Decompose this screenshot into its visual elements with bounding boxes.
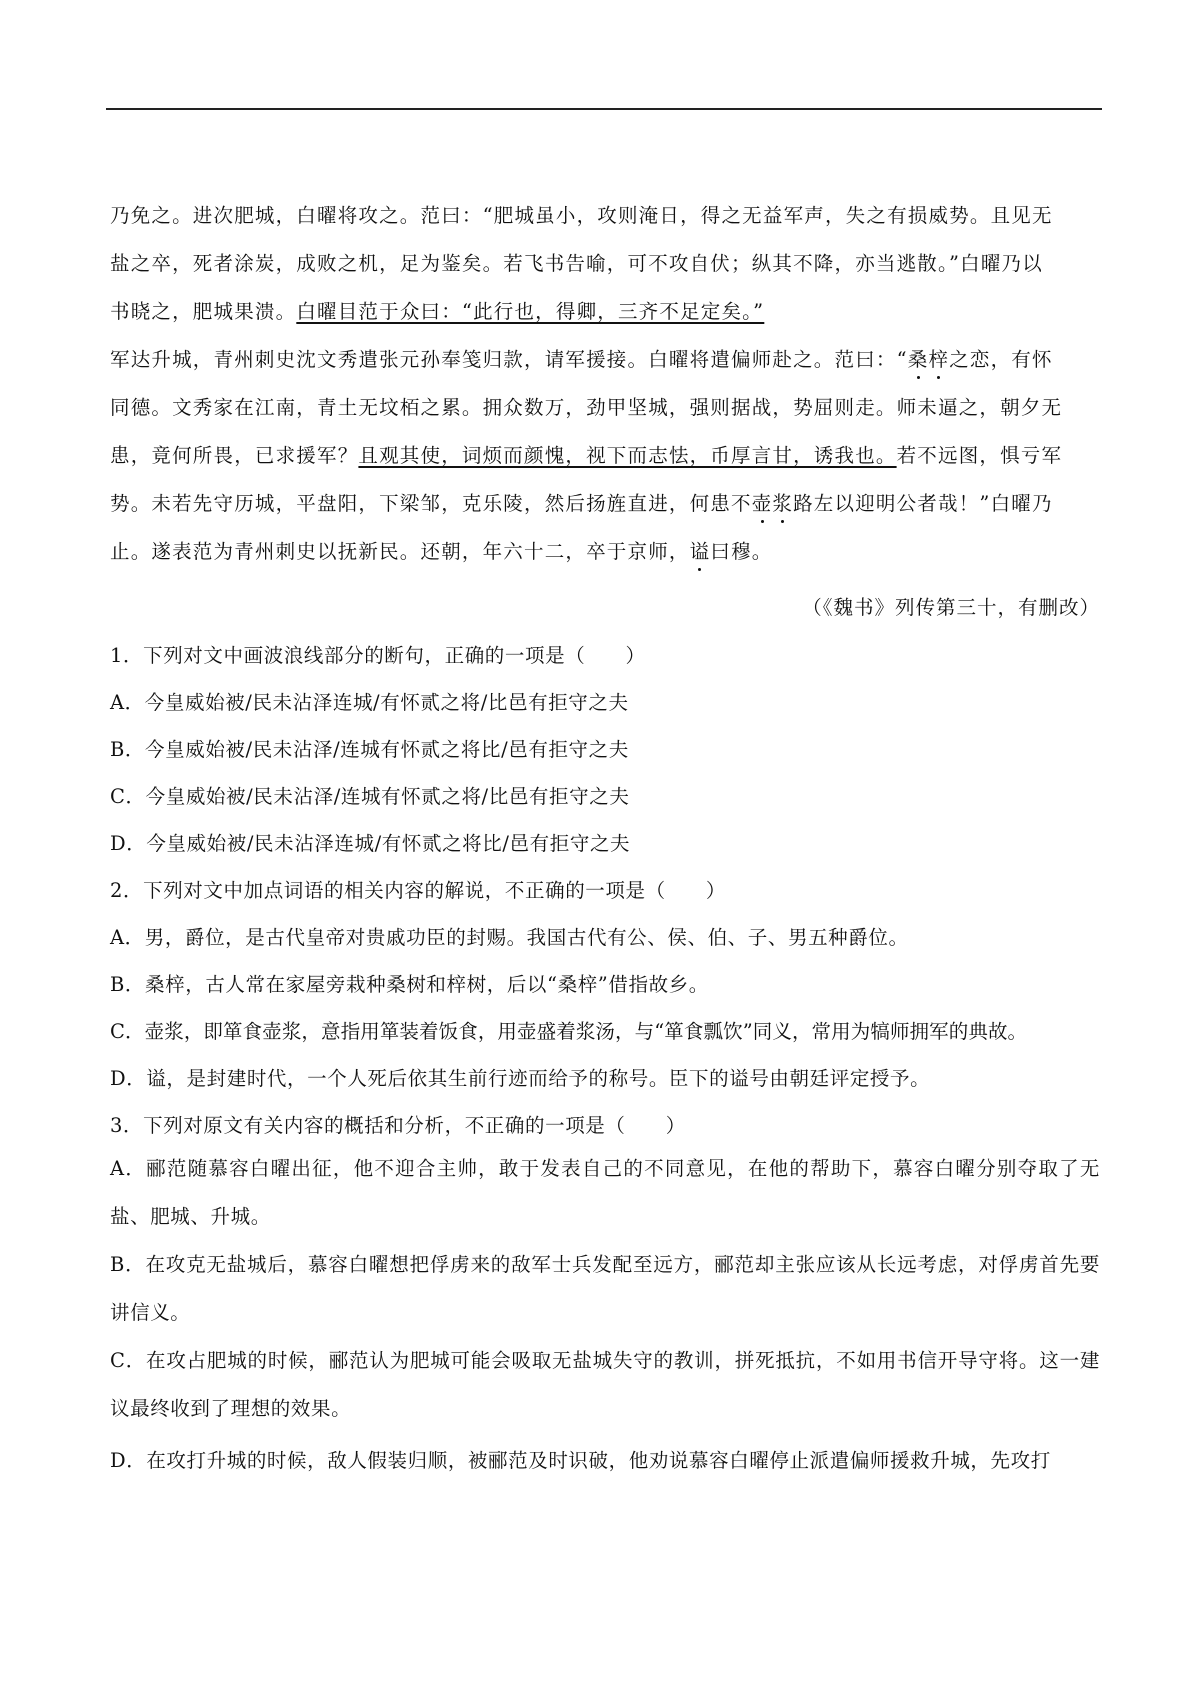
dotted-char: 壶 (752, 488, 773, 516)
passage-text: 书晓之，肥城果溃。 (110, 300, 297, 323)
underlined-sentence: 白曜目范于众曰：“此行也，得卿，三齐不足定矣。” (296, 300, 765, 323)
passage-text: 止。遂表范为青州刺史以抚新民。还朝，年六十二，卒于京师， (110, 540, 690, 563)
question-1-option-a: A．今皇威始被/民未沾泽连城/有怀贰之将/比邑有拒守之夫 (110, 691, 629, 714)
question-1-option-b: B．今皇威始被/民未沾泽/连城有怀贰之将比/邑有拒守之夫 (110, 738, 629, 761)
passage-line: 同德。文秀家在江南，青土无坟栢之累。拥众数万，劲甲坚城，强则据战，势屈则走。师未逼之，朝夕无 (110, 396, 1063, 419)
question-2-stem: 2．下列对文中加点词语的相关内容的解说，不正确的一项是（ ） (110, 879, 727, 902)
passage-text: 若不远图，惧亏军 (896, 444, 1063, 467)
dotted-char: 梓 (928, 344, 949, 372)
question-2-option-c: C．壶浆，即箪食壶浆，意指用箪装着饭食，用壶盛着浆汤，与“箪食瓢饮”同义，常用为犒师拥军的典故。 (110, 1020, 1028, 1043)
passage-text: 之恋，有怀 (949, 348, 1053, 371)
passage-text: 曰穆。 (710, 540, 773, 563)
dotted-char: 桑 (908, 344, 929, 372)
passage-line (110, 344, 1053, 372)
passage-line (110, 536, 772, 564)
header-rule (106, 108, 1102, 110)
question-2-option-d: D．谥，是封建时代，一个人死后依其生前行迹而给予的称号。臣下的谥号由朝廷评定授予。 (110, 1067, 931, 1090)
passage-text: 路左以迎明公者哉！”白曜乃 (793, 492, 1053, 515)
question-3-option-c: C．在攻占肥城的时候，郦范认为肥城可能会吸取无盐城失守的教训，拼死抵抗，不如用书信开导守将。这一建议最终收到了理想的效果。 (110, 1349, 1100, 1420)
question-2-option-a: A．男，爵位，是古代皇帝对贵戚功臣的封赐。我国古代有公、侯、伯、子、男五种爵位。 (110, 926, 909, 949)
passage-line: 盐之卒，死者涂炭，成败之机，足为鉴矣。若飞书告喻，可不攻自伏；纵其不降，亦当逃散。”白曜乃以 (110, 252, 1043, 275)
dotted-char: 谥 (690, 536, 711, 564)
passage-text: 患，竟何所畏，已求援军？ (110, 444, 359, 467)
passage-line: 乃免之。进次肥城，白曜将攻之。范曰：“肥城虽小，攻则淹日，得之无益军声，失之有损威势。且见无 (110, 204, 1053, 227)
question-1-option-c: C．今皇威始被/民未沾泽/连城有怀贰之将/比邑有拒守之夫 (110, 785, 630, 808)
question-1-stem: 1．下列对文中画波浪线部分的断句，正确的一项是（ ） (110, 644, 646, 667)
passage-text: 势。未若先守历城，平盘阳，下梁邹，克乐陵，然后扬旌直进，何患不 (110, 492, 752, 515)
passage-line (110, 488, 1053, 516)
question-3-option-a: A．郦范随慕容白曜出征，他不迎合主帅，敢于发表自己的不同意见，在他的帮助下，慕容白曜分别夺取了无盐、肥城、升城。 (110, 1157, 1100, 1228)
question-3-option-d: D．在攻打升城的时候，敌人假装归顺，被郦范及时识破，他劝说慕容白曜停止派遣偏师援救升城，先攻打 (110, 1449, 1051, 1472)
source-citation: （《魏书》列传第三十，有删改） (802, 596, 1100, 619)
dotted-char: 浆 (772, 488, 793, 516)
question-1-option-d: D．今皇威始被/民未沾泽连城/有怀贰之将比/邑有拒守之夫 (110, 832, 631, 855)
passage-line (110, 296, 764, 324)
question-3-option-b: B．在攻克无盐城后，慕容白曜想把俘虏来的敌军士兵发配至远方，郦范却主张应该从长远考虑，对俘虏首先要讲信义。 (110, 1253, 1100, 1324)
question-3-stem: 3．下列对原文有关内容的概括和分析，不正确的一项是（ ） (110, 1114, 686, 1137)
underlined-sentence: 且观其使，词烦而颜愧，视下而志怯，币厚言甘，诱我也。 (358, 444, 897, 467)
question-2-option-b: B．桑梓，古人常在家屋旁栽种桑树和梓树，后以“桑梓”借指故乡。 (110, 973, 709, 996)
passage-text: 军达升城，青州刺史沈文秀遣张元孙奉笺归款，请军援接。白曜将遣偏师赴之。范曰：“ (110, 348, 908, 371)
passage-line (110, 440, 1062, 468)
